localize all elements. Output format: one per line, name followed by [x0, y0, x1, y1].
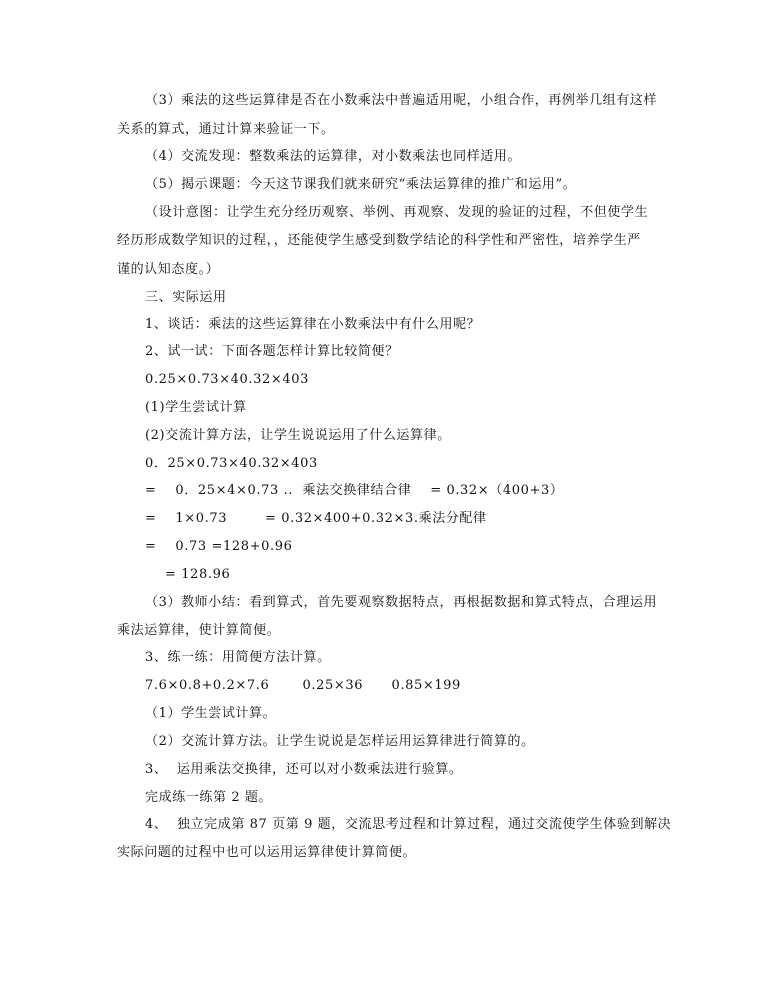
paragraph-line: (1)学生尝试计算 — [145, 400, 247, 415]
math-expression: 0.25×0.73×40.32×403 — [145, 372, 309, 387]
math-expression: 7.6×0.8+0.2×7.6 0.25×36 0.85×199 — [145, 678, 461, 693]
paragraph-line: (2)交流计算方法，让学生说说运用了什么运算律。 — [145, 428, 451, 443]
paragraph-line: 乘法运算律，使计算简便。 — [117, 623, 281, 638]
section-heading: 三、实际运用 — [145, 290, 227, 305]
math-step: = 1×0.73 = 0.32×400+0.32×3.乘法分配律 — [145, 511, 487, 526]
paragraph-line: 4、 独立完成第 87 页第 9 题，交流思考过程和计算过程，通过交流使学生体验到解决 — [145, 817, 672, 832]
paragraph-line: 3、练一练：用简便方法计算。 — [145, 650, 331, 665]
paragraph-line: 1、谈话：乘法的这些运算律在小数乘法中有什么用呢？ — [145, 317, 481, 332]
paragraph-line: 关系的算式，通过计算来验证一下。 — [117, 122, 335, 137]
paragraph-line: （4）交流发现：整数乘法的运算律，对小数乘法也同样适用。 — [145, 149, 522, 164]
math-step: = 0.73 =128+0.96 — [145, 539, 293, 554]
paragraph-line: 2、试一试：下面各题怎样计算比较简便？ — [145, 344, 399, 359]
paragraph-line: 经历形成数学知识的过程，，还能使学生感受到数学结论的科学性和严密性，培养学生严 — [117, 233, 641, 248]
paragraph-line: 完成练一练第 2 题。 — [145, 790, 273, 805]
paragraph-line: 谨的认知态度。） — [117, 262, 220, 277]
paragraph-line: （3）教师小结：看到算式，首先要观察数据特点，再根据数据和算式特点，合理运用 — [145, 595, 658, 610]
math-step: = 128.96 — [165, 567, 231, 582]
paragraph-line: （1）学生尝试计算。 — [145, 706, 277, 721]
paragraph-line: 3、 运用乘法交换律，还可以对小数乘法进行验算。 — [145, 762, 463, 777]
math-expression: 0．25×0.73×40.32×403 — [145, 456, 318, 471]
paragraph-line: （2）交流计算方法。让学生说说是怎样运用运算律进行简算的。 — [145, 734, 535, 749]
paragraph-line: （3）乘法的这些运算律是否在小数乘法中普遍适用呢，小组合作，再例举几组有这样 — [145, 93, 658, 108]
paragraph-line: （设计意图：让学生充分经历观察、举例、再观察、发现的验证的过程，不但使学生 — [145, 205, 649, 220]
paragraph-line: 实际问题的过程中也可以运用运算律使计算简便。 — [117, 845, 417, 860]
math-step: = 0．25×4×0.73 .. 乘法交换律结合律 = 0.32×（400+3） — [145, 483, 564, 498]
paragraph-line: （5）揭示课题：今天这节课我们就来研究“乘法运算律的推广和运用”。 — [145, 177, 577, 192]
